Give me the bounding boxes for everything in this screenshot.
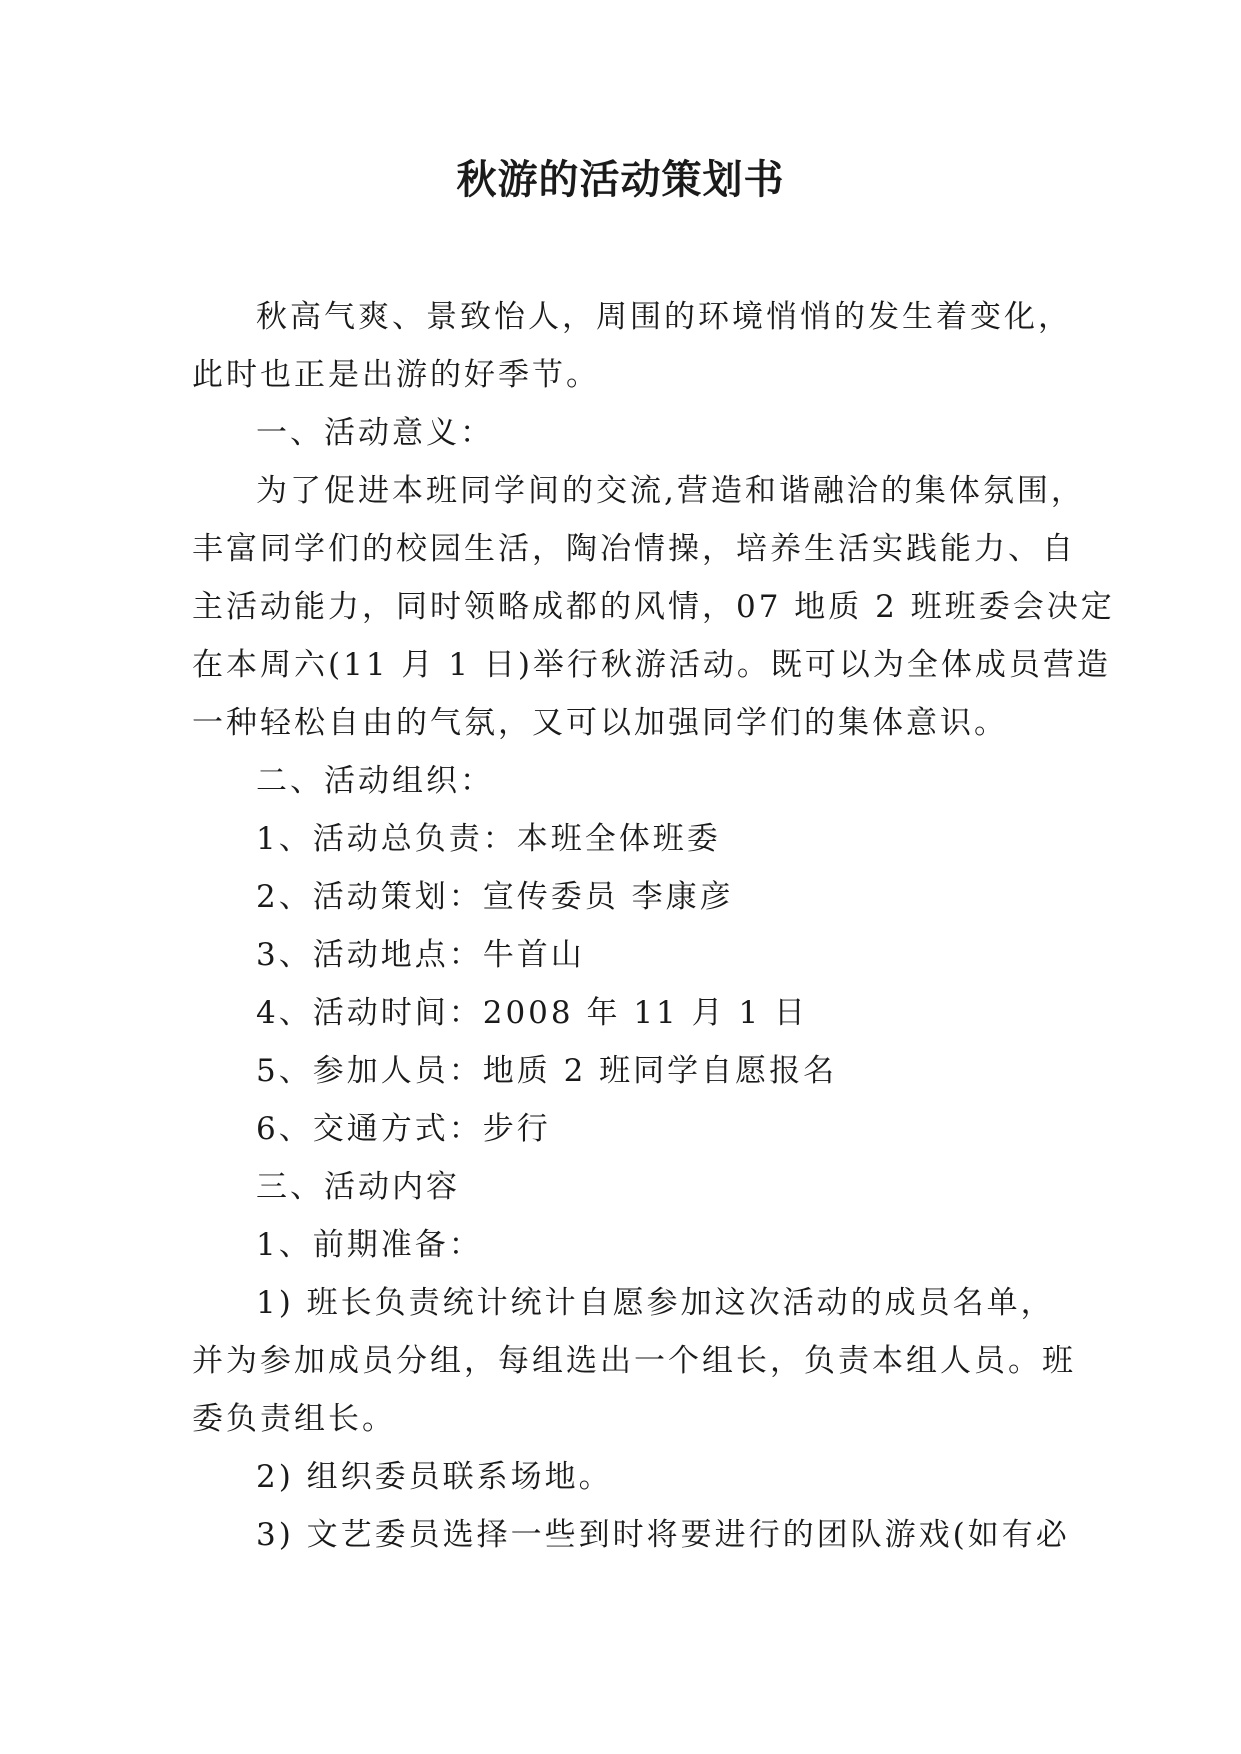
text-line: 4、活动时间：2008 年 11 月 1 日 (256, 995, 809, 1031)
list-item (192, 1042, 1062, 1100)
list-item (192, 1100, 1062, 1158)
text-line: 一种轻松自由的气氛，又可以加强同学们的集体意识。 (192, 705, 1008, 741)
list-item (192, 1216, 1062, 1274)
text-line: 1、活动总负责：本班全体班委 (256, 821, 721, 857)
section-heading-content (192, 1158, 1062, 1216)
text-line: 三、活动内容 (256, 1169, 460, 1205)
list-item (192, 926, 1062, 984)
text-line: 3、活动地点：牛首山 (256, 937, 585, 973)
text-line: 5、参加人员：地质 2 班同学自愿报名 (256, 1053, 838, 1089)
section-heading-organization (192, 752, 1062, 810)
text-line: 2、活动策划：宣传委员 李康彦 (256, 879, 734, 915)
list-item (192, 868, 1062, 926)
text-line: 在本周六(11 月 1 日)举行秋游活动。既可以为全体成员营造 (192, 647, 1111, 683)
text-line: 二、活动组织： (256, 763, 494, 799)
text-line: 2) 组织委员联系场地。 (256, 1459, 613, 1495)
text-line: 3) 文艺委员选择一些到时将要进行的团队游戏(如有必 (256, 1517, 1070, 1553)
list-item (192, 1448, 1062, 1506)
text-line: 委负责组长。 (192, 1401, 396, 1437)
text-line: 并为参加成员分组，每组选出一个组长，负责本组人员。班 (192, 1343, 1076, 1379)
text-line: 丰富同学们的校园生活，陶冶情操，培养生活实践能力、自 (192, 531, 1076, 567)
document-body (192, 288, 1115, 1564)
list-item (192, 984, 1062, 1042)
text-line: 1、前期准备： (256, 1227, 483, 1263)
paragraph-significance (192, 462, 1115, 752)
list-item (192, 1274, 1076, 1448)
text-line: 6、交通方式：步行 (256, 1111, 551, 1147)
list-item (192, 810, 1062, 868)
list-item (192, 1506, 1070, 1564)
document-title: 秋游的活动策划书 (456, 156, 785, 203)
text-line: 为了促进本班同学间的交流,营造和谐融洽的集体氛围， (256, 473, 1085, 509)
text-line: 此时也正是出游的好季节。 (192, 357, 600, 393)
text-line: 一、活动意义： (256, 415, 494, 451)
text-line: 1) 班长负责统计统计自愿参加这次活动的成员名单， (256, 1285, 1055, 1321)
section-heading-significance (192, 404, 1062, 462)
text-line: 主活动能力，同时领略成都的风情，07 地质 2 班班委会决定 (192, 589, 1115, 625)
paragraph-intro (192, 288, 1072, 404)
text-line: 秋高气爽、景致怡人，周围的环境悄悄的发生着变化， (256, 299, 1072, 335)
